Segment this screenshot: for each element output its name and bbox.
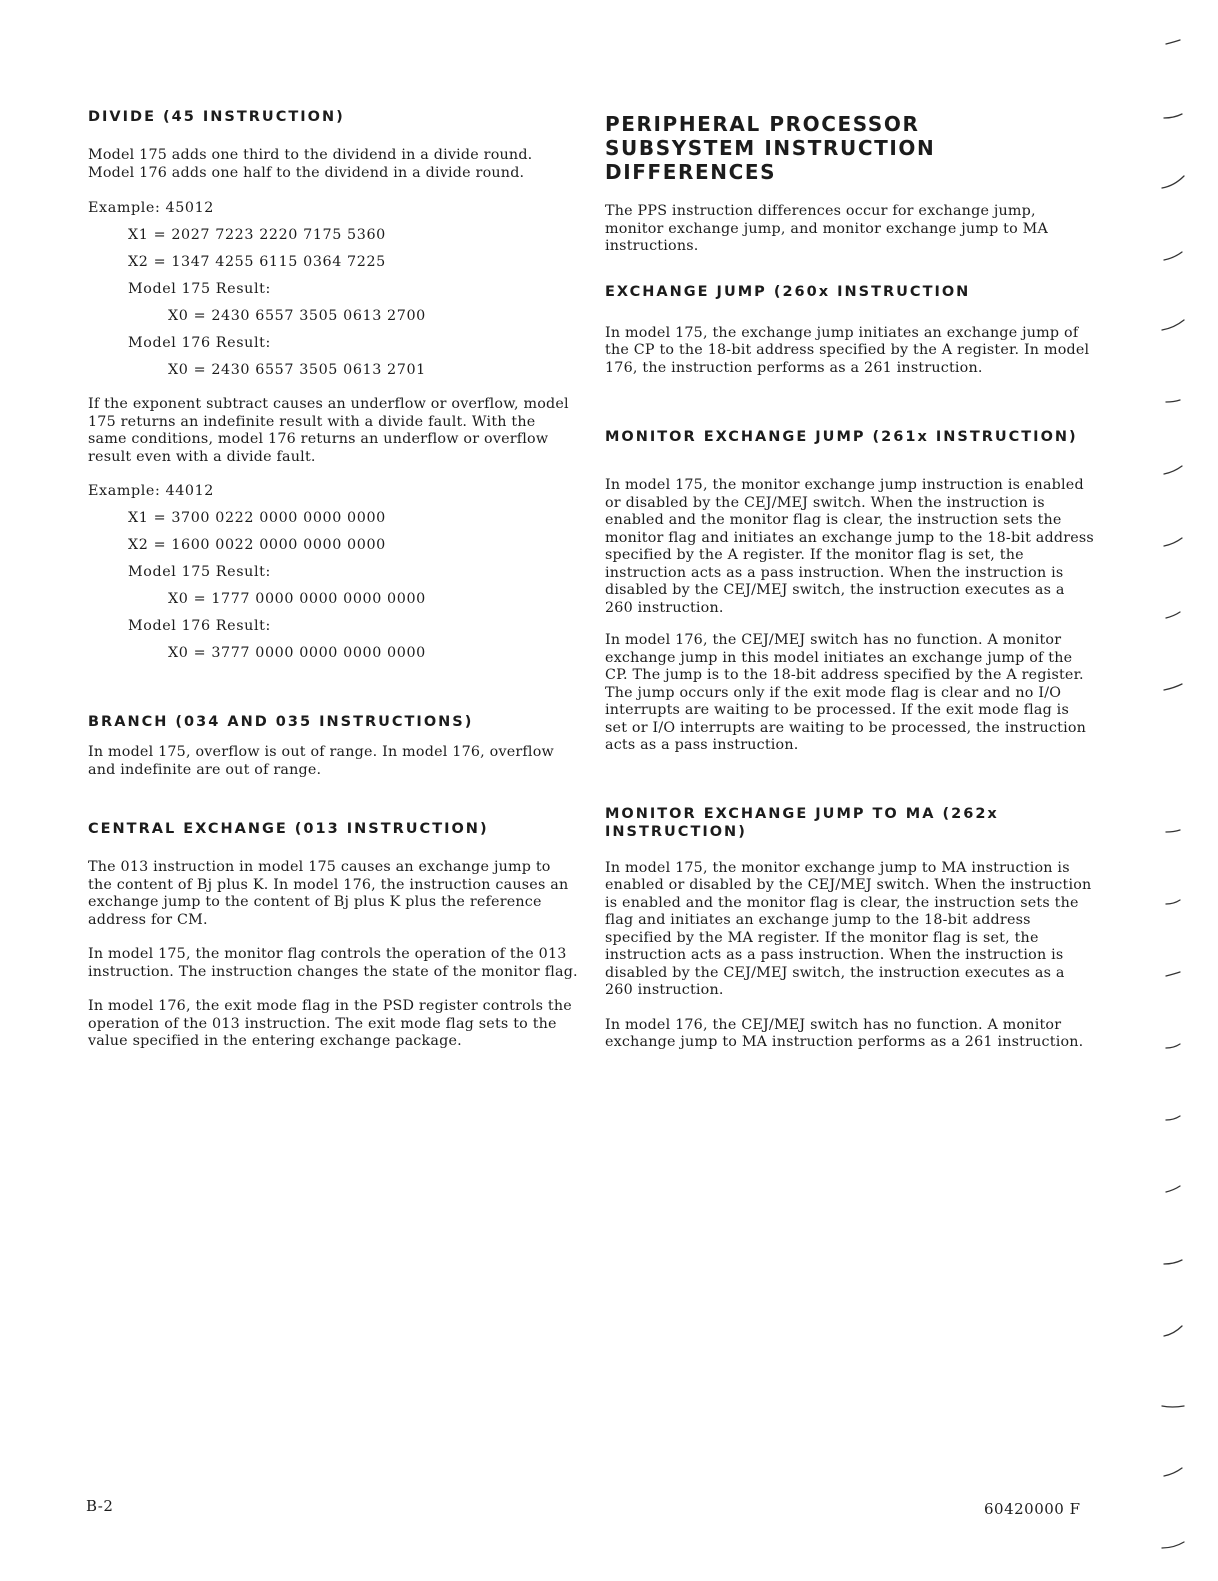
monitor-exchange-ma-p1: In model 175, the monitor exchange jump to MA instruction is enabled or disabled by the CEJ/MEJ switch. When the instruction is enabled and the monitor flag is clear, the instruction sets the flag and initiates an exchange jump to the 18-bit address specified by the MA register. If the monitor flag is set, the instruction acts as a pass instruction. When the instruction is disabled by the CEJ/MEJ switch, the instruction executes as a 260 instruction. [605,859,1092,998]
example1-model175-label: Model 175 Result: [128,281,271,297]
central-exchange-p3: In model 176, the exit mode flag in the PSD register controls the operation of the 013 instruction. The exit mode flag sets to the value specified in the entering exchange package. [88,998,572,1049]
binding-mark [1164,684,1182,690]
central-exchange-p1: The 013 instruction in model 175 causes an exchange jump to the content of Bj plus K. In model 176, the instruction causes an exchange jump to the content of Bj plus K plus the reference address for CM. [88,859,569,928]
monitor-exchange-heading: MONITOR EXCHANGE JUMP (261x INSTRUCTION) [605,429,1078,445]
pps-intro: The PPS instruction differences occur for exchange jump, monitor exchange jump, and monitor exchange jump to MA instructions. [605,203,1049,254]
binding-mark [1166,1044,1180,1048]
divide-heading: DIVIDE (45 INSTRUCTION) [88,109,345,125]
example2-x1: X1 = 3700 0222 0000 0000 0000 [128,510,386,526]
example1-model175-x0: X0 = 2430 6557 3505 0613 2700 [168,308,426,324]
binding-mark [1164,114,1182,118]
binding-marks [1150,0,1190,1581]
binding-mark [1162,1542,1184,1548]
monitor-exchange-ma-p2: In model 176, the CEJ/MEJ switch has no function. A monitor exchange jump to MA instruction performs as a 261 instruction. [605,1016,1084,1050]
branch-heading: BRANCH (034 AND 035 INSTRUCTIONS) [88,714,474,730]
monitor-exchange-p2: In model 176, the CEJ/MEJ switch has no function. A monitor exchange jump in this model initiates an exchange jump of the CP. The jump is to the 18-bit address specified by the A register. The jump occurs only if the exit mode flag is clear and no I/O interrupts are waiting to be processed. If the exit mode flag is set or I/O interrupts are waiting to be processed, the instruction acts as a pass instruction. [605,632,1087,753]
binding-mark [1162,176,1184,188]
binding-mark [1162,320,1184,330]
monitor-exchange-p1: In model 175, the monitor exchange jump instruction is enabled or disabled by the CEJ/MEJ switch. When the instruction is enabled and the monitor flag is clear, the instruction sets the monitor flag and initiates an exchange jump to the 18-bit address specified by the A register. If the monitor flag is set, the instruction acts as a pass instruction. When the instruction is disabled by the CEJ/MEJ switch, the instruction executes as a 260 instruction. [605,477,1094,616]
binding-mark [1166,900,1180,904]
example1-x1: X1 = 2027 7223 2220 7175 5360 [128,227,386,243]
page-number: B-2 [86,1497,114,1515]
example1-x2: X2 = 1347 4255 6115 0364 7225 [128,254,386,270]
example2-model175-label: Model 175 Result: [128,564,271,580]
binding-mark [1166,1116,1180,1120]
binding-mark [1166,972,1180,976]
binding-mark [1164,1468,1182,1476]
binding-mark [1166,400,1180,402]
example2-label: Example: 44012 [88,483,215,499]
binding-mark [1164,252,1182,260]
binding-mark [1164,466,1182,474]
divide-underflow-text: If the exponent subtract causes an underflow or overflow, model 175 returns an indefinite result with a divide fault. With the same conditions, model 176 returns an underflow or overflow result even with a divide fault. [88,396,569,465]
document-number: 60420000 F [984,1500,1081,1518]
exchange-jump-heading: EXCHANGE JUMP (260x INSTRUCTION [605,283,971,300]
binding-mark [1162,1406,1184,1407]
example1-model176-x0: X0 = 2430 6557 3505 0613 2701 [168,362,426,378]
monitor-exchange-ma-heading: MONITOR EXCHANGE JUMP TO MA (262x INSTRUCTION) [605,805,999,840]
central-exchange-p2: In model 175, the monitor flag controls the operation of the 013 instruction. The instruction changes the state of the monitor flag. [88,946,578,980]
example2-model175-x0: X0 = 1777 0000 0000 0000 0000 [168,591,426,607]
binding-mark [1166,1186,1180,1192]
example1-model176-label: Model 176 Result: [128,335,271,351]
central-exchange-heading: CENTRAL EXCHANGE (013 INSTRUCTION) [88,821,489,837]
binding-mark [1164,1260,1182,1264]
exchange-jump-text: In model 175, the exchange jump initiates an exchange jump of the CP to the 18-bit address specified by the A register. In model 176, the instruction performs as a 261 instruction. [605,324,1090,376]
binding-mark [1166,612,1180,618]
example2-x2: X2 = 1600 0022 0000 0000 0000 [128,537,386,553]
example2-model176-x0: X0 = 3777 0000 0000 0000 0000 [168,645,426,661]
left-column [88,108,578,1051]
branch-text: In model 175, overflow is out of range. In model 176, overflow and indefinite are out of range. [88,744,554,778]
example1-label: Example: 45012 [88,200,215,216]
right-column [605,112,1095,1052]
binding-mark [1164,538,1182,546]
binding-mark [1164,1326,1182,1336]
example2-model176-label: Model 176 Result: [128,618,271,634]
pps-title: PERIPHERAL PROCESSOR SUBSYSTEM INSTRUCTION DIFFERENCES [605,112,936,184]
divide-intro: Model 175 adds one third to the dividend in a divide round. Model 176 adds one half to the dividend in a divide round. [88,147,533,181]
binding-mark [1166,40,1180,44]
binding-mark [1166,830,1180,832]
